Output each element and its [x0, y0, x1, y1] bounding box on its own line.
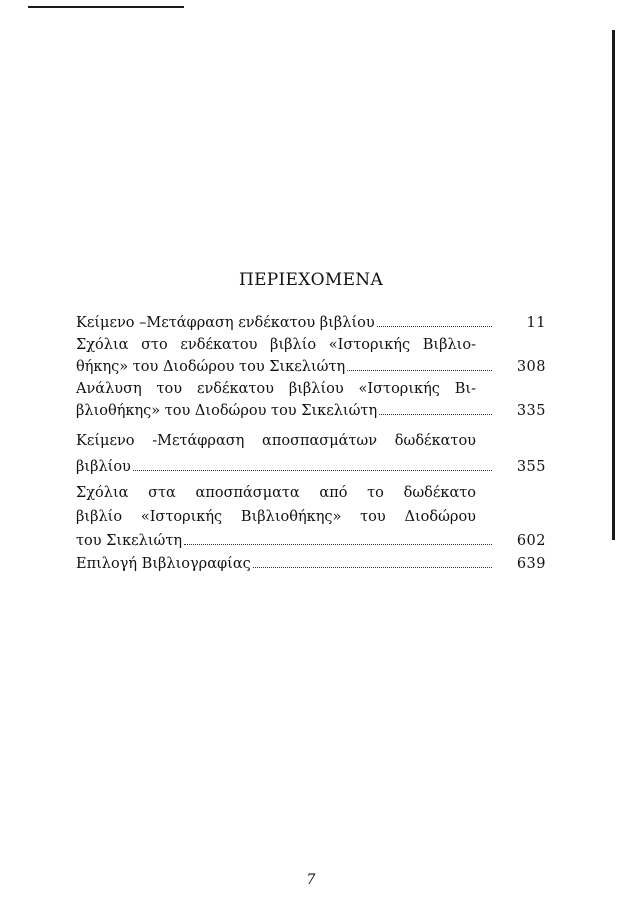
- toc-entry-5-line-1[interactable]: [76, 485, 546, 507]
- dot-leader: [379, 413, 492, 415]
- page-number: 7: [306, 872, 316, 888]
- toc-entry-6[interactable]: [76, 556, 546, 578]
- toc-entry-5-page: 602: [516, 533, 546, 549]
- dot-leader: [133, 469, 492, 471]
- dot-leader: [184, 543, 492, 545]
- dot-leader: [347, 369, 492, 371]
- top-rule: [28, 6, 184, 8]
- toc-entry-2-title-line-1: Σχόλια στο ενδέκατου βιβλίο «Ιστορικής Βιβλιο-: [76, 337, 476, 353]
- toc-entry-6-page: 639: [516, 556, 546, 572]
- toc-entry-6-title: Επιλογή Βιβλιογραφίας: [76, 556, 251, 572]
- toc-entry-1-page: 11: [526, 315, 546, 331]
- toc-entry-2-line-2[interactable]: [76, 359, 546, 381]
- toc-entry-1-title: Κείμενο –Μετάφραση ενδέκατου βιβλίου: [76, 315, 375, 331]
- toc-entry-5-title-line-3: του Σικελιώτη: [76, 533, 183, 549]
- dot-leader: [377, 325, 492, 327]
- toc-entry-3-title-line-2: βλιοθήκης» του Διοδώρου του Σικελιώτη: [76, 403, 378, 419]
- toc-entry-5-title-line-1: Σχόλια στα αποσπάσματα από το δωδέκατο: [76, 485, 476, 501]
- toc-entry-2-title-line-2: θήκης» του Διοδώρου του Σικελιώτη: [76, 359, 346, 375]
- toc-entry-5-line-2[interactable]: [76, 509, 546, 531]
- toc-entry-3-line-1[interactable]: [76, 381, 546, 403]
- toc-entry-4-title-line-1: Κείμενο -Μετάφραση αποσπασμάτων δωδέκατου: [76, 433, 476, 449]
- toc-entry-4-line-1[interactable]: [76, 433, 546, 455]
- toc-entry-2-line-1[interactable]: [76, 337, 546, 359]
- page-title: ΠΕΡΙΕΧΟΜΕΝΑ: [238, 270, 384, 290]
- dot-leader: [253, 566, 492, 568]
- toc-entry-2-page: 308: [516, 359, 546, 375]
- toc-entry-5-line-3[interactable]: [76, 533, 546, 555]
- toc-entry-5-title-line-2: βιβλίο «Ιστορικής Βιβλιοθήκης» του Διοδώρου: [76, 509, 476, 525]
- toc-entry-4-page: 355: [516, 459, 546, 475]
- toc-entry-4-title-line-2: βιβλίου: [76, 459, 131, 475]
- toc-entry-3-title-line-1: Ανάλυση του ενδέκατου βιβλίου «Ιστορικής Βι-: [76, 381, 476, 397]
- toc-entry-3-line-2[interactable]: [76, 403, 546, 425]
- toc-entry-4-line-2[interactable]: [76, 459, 546, 481]
- toc-entry-1[interactable]: [76, 315, 546, 337]
- toc-entry-3-page: 335: [516, 403, 546, 419]
